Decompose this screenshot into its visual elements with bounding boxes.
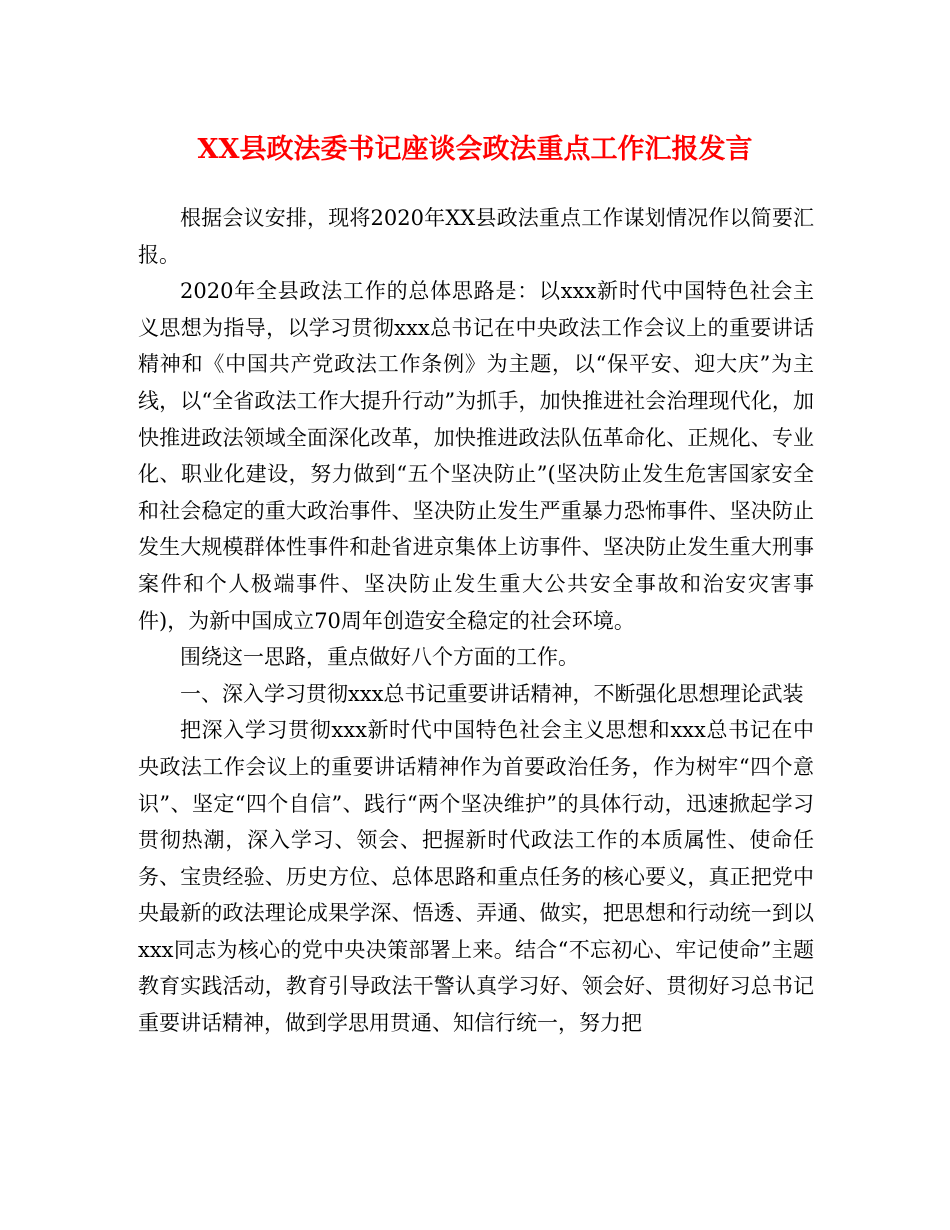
paragraph-intro: 根据会议安排，现将2020年XX县政法重点工作谋划情况作以简要汇报。 <box>138 206 814 267</box>
document-title: XX县政法委书记座谈会政法重点工作汇报发言 <box>197 134 753 165</box>
paragraph-eight-aspects: 围绕这一思路，重点做好八个方面的工作。 <box>180 645 579 670</box>
document-body <box>138 200 814 1042</box>
section-heading-one: 一、深入学习贯彻xxx总书记重要讲话精神，不断强化思想理论武装 <box>180 681 804 706</box>
paragraph-overall-approach: 2020年全县政法工作的总体思路是：以xxx新时代中国特色社会主义思想为指导，以学习贯彻xxx总书记在中央政法工作会议上的重要讲话精神和《中国共产党政法工作条例》为主题，以“保平安、迎大庆”为主线，以“全省政法工作大提升行动”为抓手，加快推进社会治理现代化，加快推进政法领域全面深化改革，加快推进政法队伍革命化、正规化、专业化、职业化建设，努力做到“五个坚决防止”(坚决防止发生危害国家安全和社会稳定的重大政治事件、坚决防止发生严重暴力恐怖事件、坚决防止发生大规模群体性事件和赴省进京集体上访事件、坚决防止发生重大刑事案件和个人极端事件、坚决防止发生重大公共安全事故和治安灾害事件)，为新中国成立70周年创造安全稳定的社会环境。 <box>138 279 814 633</box>
paragraph-study-implementation: 把深入学习贯彻xxx新时代中国特色社会主义思想和xxx总书记在中央政法工作会议上的重要讲话精神作为首要政治任务，作为树牢“四个意识”、坚定“四个自信”、践行“两个坚决维护”的具体行动，迅速掀起学习贯彻热潮，深入学习、领会、把握新时代政法工作的本质属性、使命任务、宝贵经验、历史方位、总体思路和重点任务的核心要义，真正把党中央最新的政法理论成果学深、悟透、弄通、做实，把思想和行动统一到以xxx同志为核心的党中央决策部署上来。结合“不忘初心、牢记使命”主题教育实践活动，教育引导政法干警认真学习好、领会好、贯彻好习总书记重要讲话精神，做到学思用贯通、知信行统一，努力把 <box>138 718 814 1036</box>
